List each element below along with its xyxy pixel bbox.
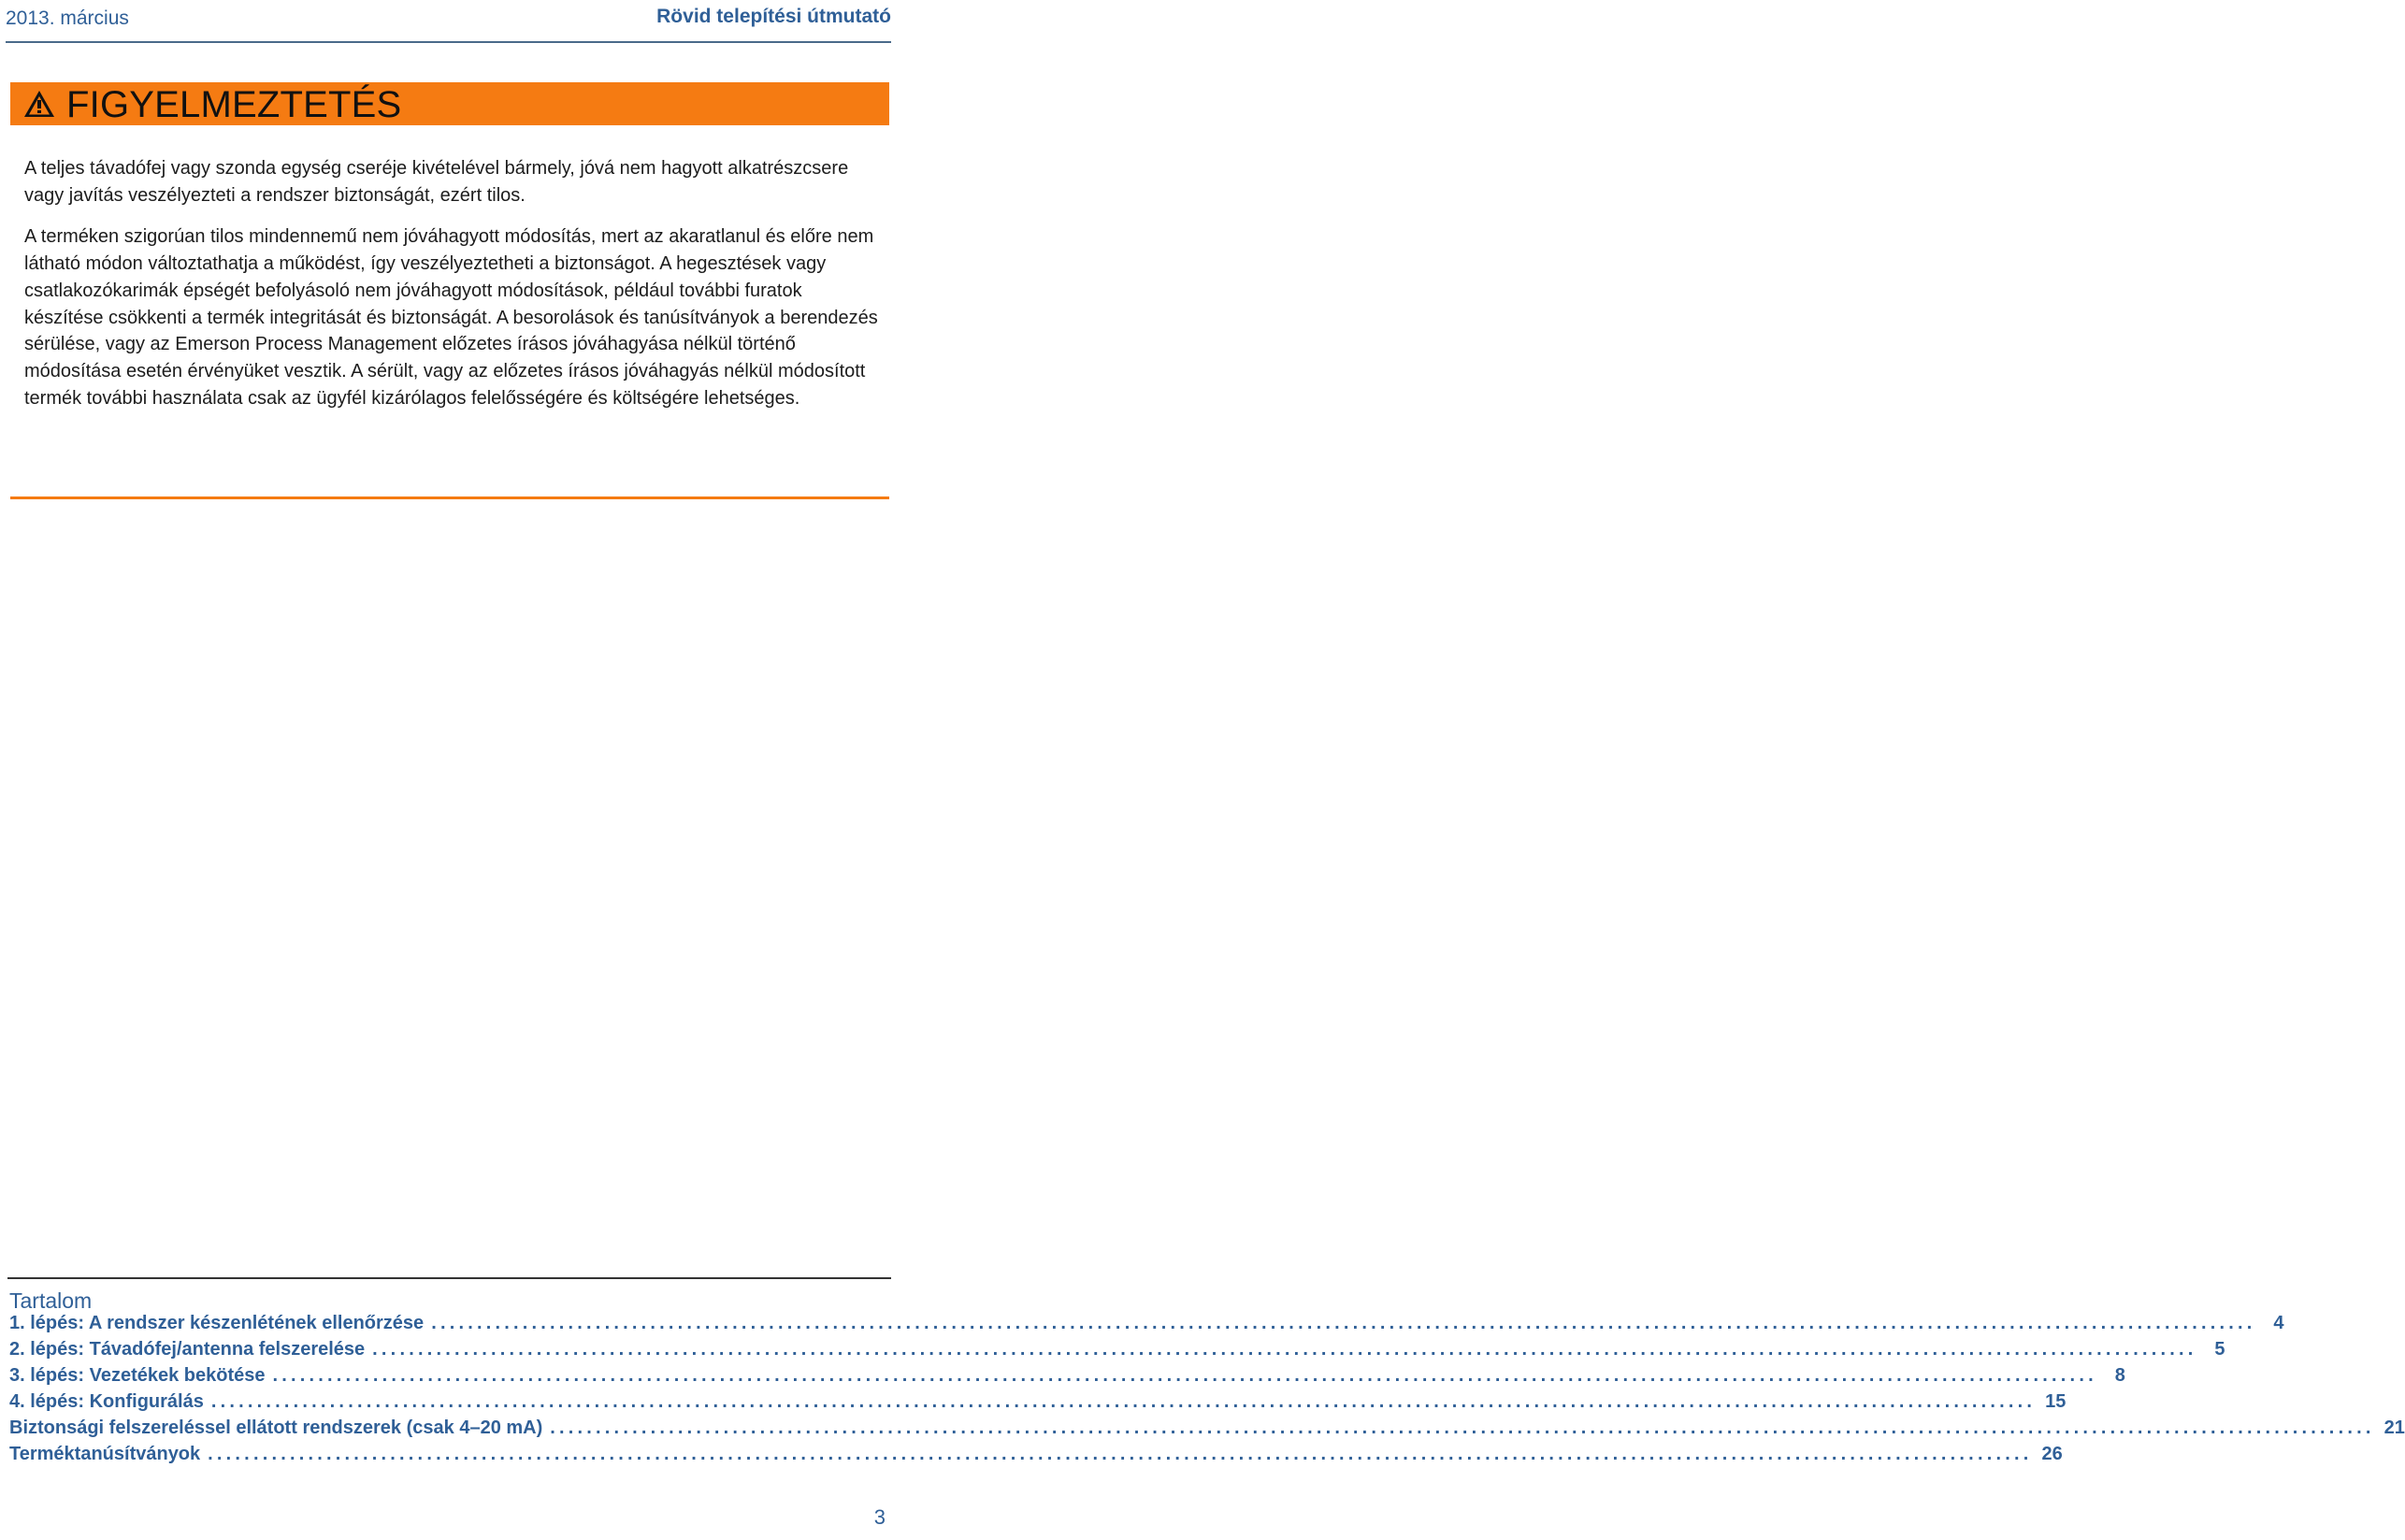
- warning-paragraph: A terméken szigorúan tilos mindennemű nem jóváhagyott módosítás, mert az akaratlanul és előre nem látható módon változtathatja a működést, így veszélyeztetheti a biztonságot. A hegesztések vagy csatlakozókarimák épségét befolyásoló nem jóváhagyott módosítások, például további furatok készítése csökkenti a termék integritását és biztonságát. A besorolások és tanúsítványok a berendezés sérülése, vagy az Emerson Process Management előzetes írásos jóváhagyása nélkül történő módosítása esetén érvényüket vesztik. A sérült, vagy az előzetes írásos jóváhagyás nélkül módosított termék további használata csak az ügyfél kizárólagos felelősségére és költségére lehetséges.: [24, 226, 878, 409]
- toc-entry[interactable]: [9, 1339, 2225, 1365]
- toc-leader-dots: ........................................................................................................................................................................................................: [208, 1444, 2033, 1464]
- toc-heading: Tartalom: [9, 1288, 93, 1313]
- toc-entry-label: 2. lépés: Távadófej/antenna felszerelése: [9, 1339, 366, 1360]
- toc-list: [9, 1313, 2405, 1470]
- toc-leader-dots: ........................................................................................................................................................................................................: [372, 1339, 2197, 1360]
- toc-entry[interactable]: [9, 1418, 2405, 1444]
- toc-entry-page: 8: [2114, 1365, 2125, 1386]
- toc-entry-label: 1. lépés: A rendszer készenlétének ellenőrzése: [9, 1313, 425, 1333]
- toc-entry-label: Biztonsági felszereléssel ellátott rendszerek (csak 4–20 mA): [9, 1418, 543, 1438]
- toc-entry-page: 26: [2041, 1444, 2063, 1464]
- toc-entry-page: 4: [2273, 1313, 2284, 1333]
- toc-entry-page: 5: [2214, 1339, 2225, 1360]
- warning-triangle-icon: [23, 90, 55, 118]
- toc-entry-page: 15: [2045, 1391, 2067, 1412]
- warning-banner: [10, 82, 889, 125]
- toc-entry[interactable]: [9, 1365, 2125, 1391]
- toc-entry-label: 4. lépés: Konfigurálás: [9, 1391, 204, 1412]
- toc-entry-label: 3. lépés: Vezetékek bekötése: [9, 1365, 266, 1386]
- header-title: Rövid telepítési útmutató: [656, 6, 891, 27]
- warning-title: FIGYELMEZTETÉS: [66, 84, 402, 125]
- toc-entry-label: Terméktanúsítványok: [9, 1444, 201, 1464]
- page-number: 3: [873, 1505, 886, 1529]
- warning-body: [24, 155, 885, 411]
- toc-leader-dots: ........................................................................................................................................................................................................: [210, 1391, 2037, 1412]
- warning-paragraph: A teljes távadófej vagy szonda egység cseréje kivételével bármely, jóvá nem hagyott alkatrészcsere vagy javítás veszélyezteti a rendszer biztonságát, ezért tilos.: [24, 158, 849, 206]
- header-date: 2013. március: [6, 7, 129, 29]
- toc-entry[interactable]: [9, 1313, 2284, 1339]
- toc-leader-dots: ........................................................................................................................................................................................................: [431, 1313, 2256, 1333]
- toc-leader-dots: ........................................................................................................................................................................................................: [272, 1365, 2097, 1386]
- toc-divider: [7, 1277, 891, 1279]
- page-header: [6, 6, 891, 43]
- toc-entry-page: 21: [2383, 1418, 2405, 1438]
- toc-entry[interactable]: [9, 1444, 2063, 1470]
- toc-leader-dots: ........................................................................................................................................................................................................: [550, 1418, 2375, 1438]
- warning-divider: [10, 497, 889, 499]
- toc-entry[interactable]: [9, 1391, 2067, 1418]
